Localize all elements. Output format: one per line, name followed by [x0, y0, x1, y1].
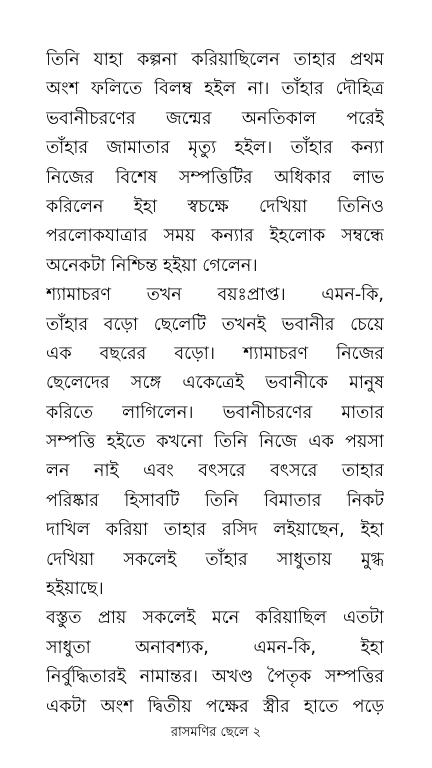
text-line: তাঁহার বড়ো ছেলেটি তখনই ভবানীর চেয়ে	[46, 314, 384, 335]
text-line: করিতে লাগিলেন। ভবানীচরণের মাতার	[46, 402, 384, 423]
text-line: দেখিয়া সকলেই তাঁহার সাধুতায় মুগ্ধ	[46, 549, 384, 570]
text-line: পরলোকযাত্রার সময় কন্যার ইহলোক সম্বন্ধে	[46, 226, 384, 247]
text-line: সাধুতা অনাবশ্যক, এমন-কি, ইহা	[46, 637, 384, 658]
text-line: তিনি যাহা কল্পনা করিয়াছিলেন তাহার প্রথম	[46, 50, 384, 70]
text-line: একটা অংশ দ্বিতীয় পক্ষের স্ত্রীর হাতে পড়ে	[46, 696, 384, 717]
text-line: নিজের বিশেষ সম্পত্তিটির অধিকার লাভ	[46, 167, 384, 188]
text-line: শ্যামাচরণ তখন বয়ঃপ্রাপ্ত। এমন-কি,	[46, 285, 384, 306]
text-line: ভবানীচরণের জন্মের অনতিকাল পরেই	[46, 108, 384, 129]
text-line: অংশ ফলিতে বিলম্ব হইল না। তাঁহার দৌহিত্র	[46, 79, 384, 100]
text-line: বস্তুত প্রায় সকলেই মনে করিয়াছিল এতটা	[46, 608, 384, 629]
text-line: সম্পত্তি হইতে কখনো তিনি নিজে এক পয়সা	[46, 432, 384, 453]
page-footer: রাসমণির ছেলে ২	[170, 725, 262, 740]
text-line: অনেকটা নিশ্চিন্ত হইয়া গেলেন।	[46, 255, 258, 276]
text-line: তাঁহার জামাতার মৃত্যু হইল। তাঁহার কন্যা	[46, 138, 384, 159]
text-line: ছেলেদের সঙ্গে একেত্রেই ভবানীকে মানুষ	[46, 373, 384, 394]
page-body-text	[46, 46, 384, 722]
text-line: এক বছরের বড়ো। শ্যামাচরণ নিজের	[46, 343, 384, 364]
text-line: নির্বুদ্ধিতারই নামান্তর। অখণ্ড পৈতৃক সম্পত্তির	[46, 667, 384, 688]
text-line: হইয়াছে।	[46, 579, 104, 600]
text-line: লন নাই এবং বৎসরে বৎসরে তাহার	[46, 461, 384, 482]
text-line: দাখিল করিয়া তাহার রসিদ লইয়াছেন, ইহা	[46, 520, 384, 541]
text-line: পরিষ্কার হিসাবটি তিনি বিমাতার নিকট	[46, 490, 384, 511]
text-line: করিলেন ইহা স্বচক্ষে দেখিয়া তিনিও	[46, 196, 384, 217]
